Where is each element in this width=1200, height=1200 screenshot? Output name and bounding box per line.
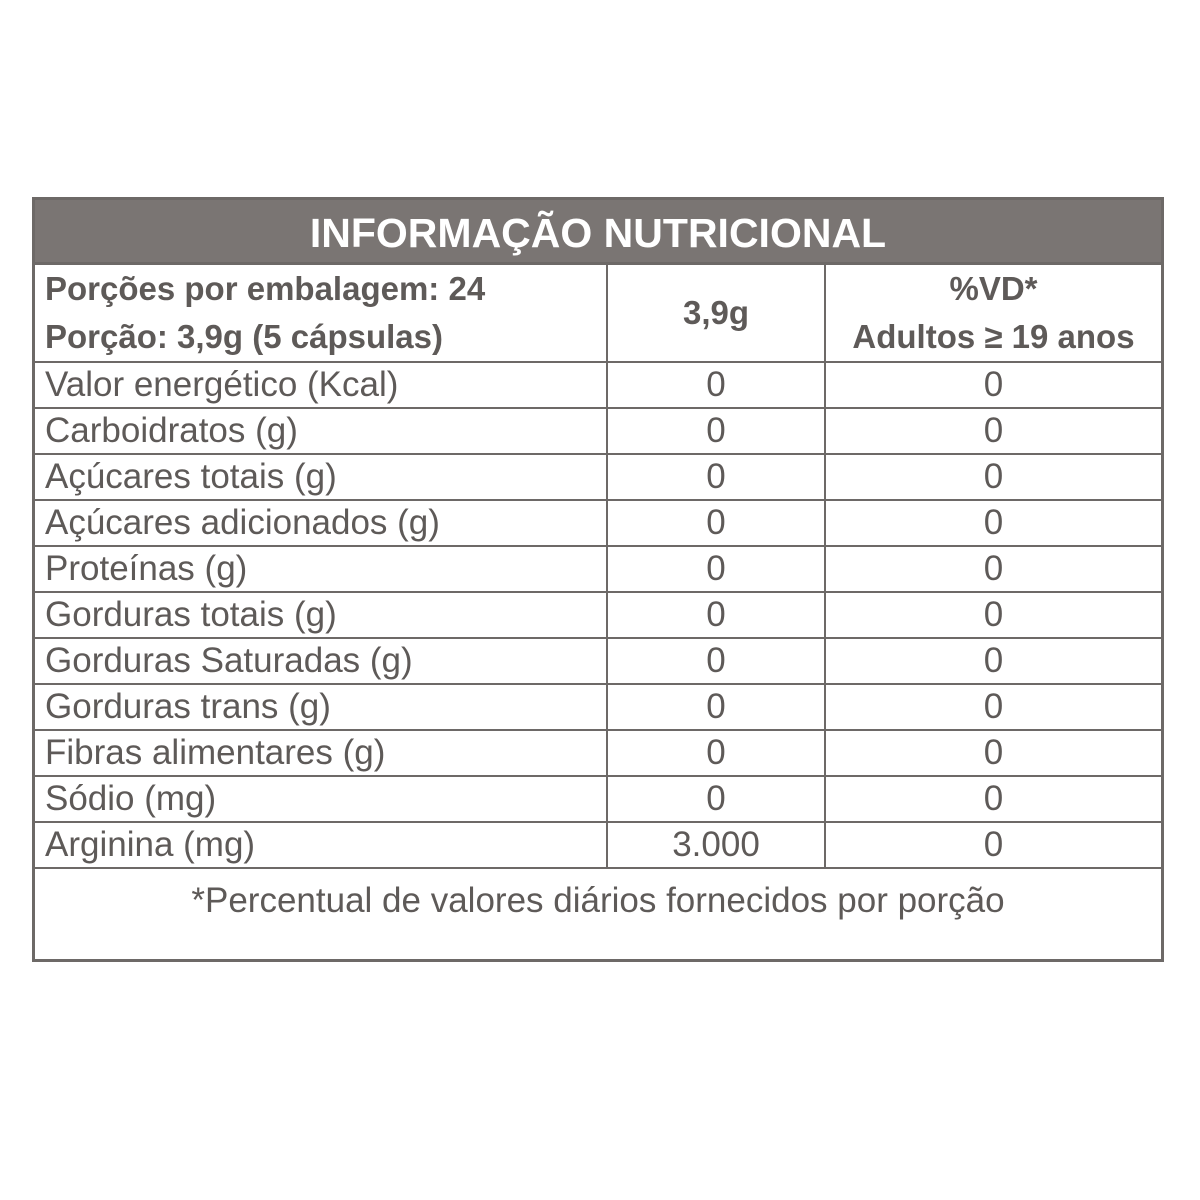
daily-value-title: %VD* [949, 270, 1038, 307]
nutrient-name: Gorduras Saturadas (g) [35, 638, 607, 684]
serving-info-cell [35, 265, 607, 362]
nutrition-table [35, 265, 1161, 933]
nutrient-name: Açúcares adicionados (g) [35, 500, 607, 546]
footnote-row [35, 868, 1161, 933]
nutrient-name: Sódio (mg) [35, 776, 607, 822]
table-row [35, 684, 1161, 730]
nutrient-name: Fibras alimentares (g) [35, 730, 607, 776]
nutrition-facts-label [32, 197, 1164, 962]
nutrient-amount: 0 [607, 730, 825, 776]
title-bar [35, 200, 1161, 265]
table-row [35, 500, 1161, 546]
nutrient-name: Gorduras trans (g) [35, 684, 607, 730]
nutrient-daily-value: 0 [825, 730, 1161, 776]
nutrient-daily-value: 0 [825, 408, 1161, 454]
portion-size: Porção: 3,9g (5 cápsulas) [45, 318, 443, 355]
nutrient-amount: 0 [607, 362, 825, 408]
label-title: INFORMAÇÃO NUTRICIONAL [309, 210, 887, 256]
nutrient-name: Arginina (mg) [35, 822, 607, 868]
nutrient-daily-value: 0 [825, 592, 1161, 638]
nutrient-daily-value: 0 [825, 362, 1161, 408]
nutrient-daily-value: 0 [825, 638, 1161, 684]
nutrient-amount: 0 [607, 546, 825, 592]
amount-header: 3,9g [607, 265, 825, 362]
nutrient-daily-value: 0 [825, 500, 1161, 546]
nutrient-name: Valor energético (Kcal) [35, 362, 607, 408]
table-row [35, 776, 1161, 822]
nutrient-name: Proteínas (g) [35, 546, 607, 592]
footnote: *Percentual de valores diários fornecidos por porção [35, 868, 1161, 933]
nutrient-name: Carboidratos (g) [35, 408, 607, 454]
table-row [35, 408, 1161, 454]
nutrient-amount: 0 [607, 592, 825, 638]
nutrient-daily-value: 0 [825, 546, 1161, 592]
nutrient-amount: 0 [607, 408, 825, 454]
nutrient-amount: 3.000 [607, 822, 825, 868]
servings-per-package: Porções por embalagem: 24 [45, 270, 486, 307]
nutrient-name: Açúcares totais (g) [35, 454, 607, 500]
table-row [35, 592, 1161, 638]
nutrient-amount: 0 [607, 500, 825, 546]
nutrient-amount: 0 [607, 684, 825, 730]
table-header-row [35, 265, 1161, 362]
nutrient-daily-value: 0 [825, 454, 1161, 500]
table-row [35, 730, 1161, 776]
table-row [35, 454, 1161, 500]
nutrient-daily-value: 0 [825, 822, 1161, 868]
nutrient-daily-value: 0 [825, 684, 1161, 730]
table-row [35, 822, 1161, 868]
table-row [35, 546, 1161, 592]
table-row [35, 362, 1161, 408]
nutrient-amount: 0 [607, 776, 825, 822]
nutrient-daily-value: 0 [825, 776, 1161, 822]
nutrient-amount: 0 [607, 638, 825, 684]
nutrient-name: Gorduras totais (g) [35, 592, 607, 638]
daily-value-header [825, 265, 1161, 362]
nutrient-amount: 0 [607, 454, 825, 500]
table-row [35, 638, 1161, 684]
daily-value-audience: Adultos ≥ 19 anos [852, 318, 1135, 355]
